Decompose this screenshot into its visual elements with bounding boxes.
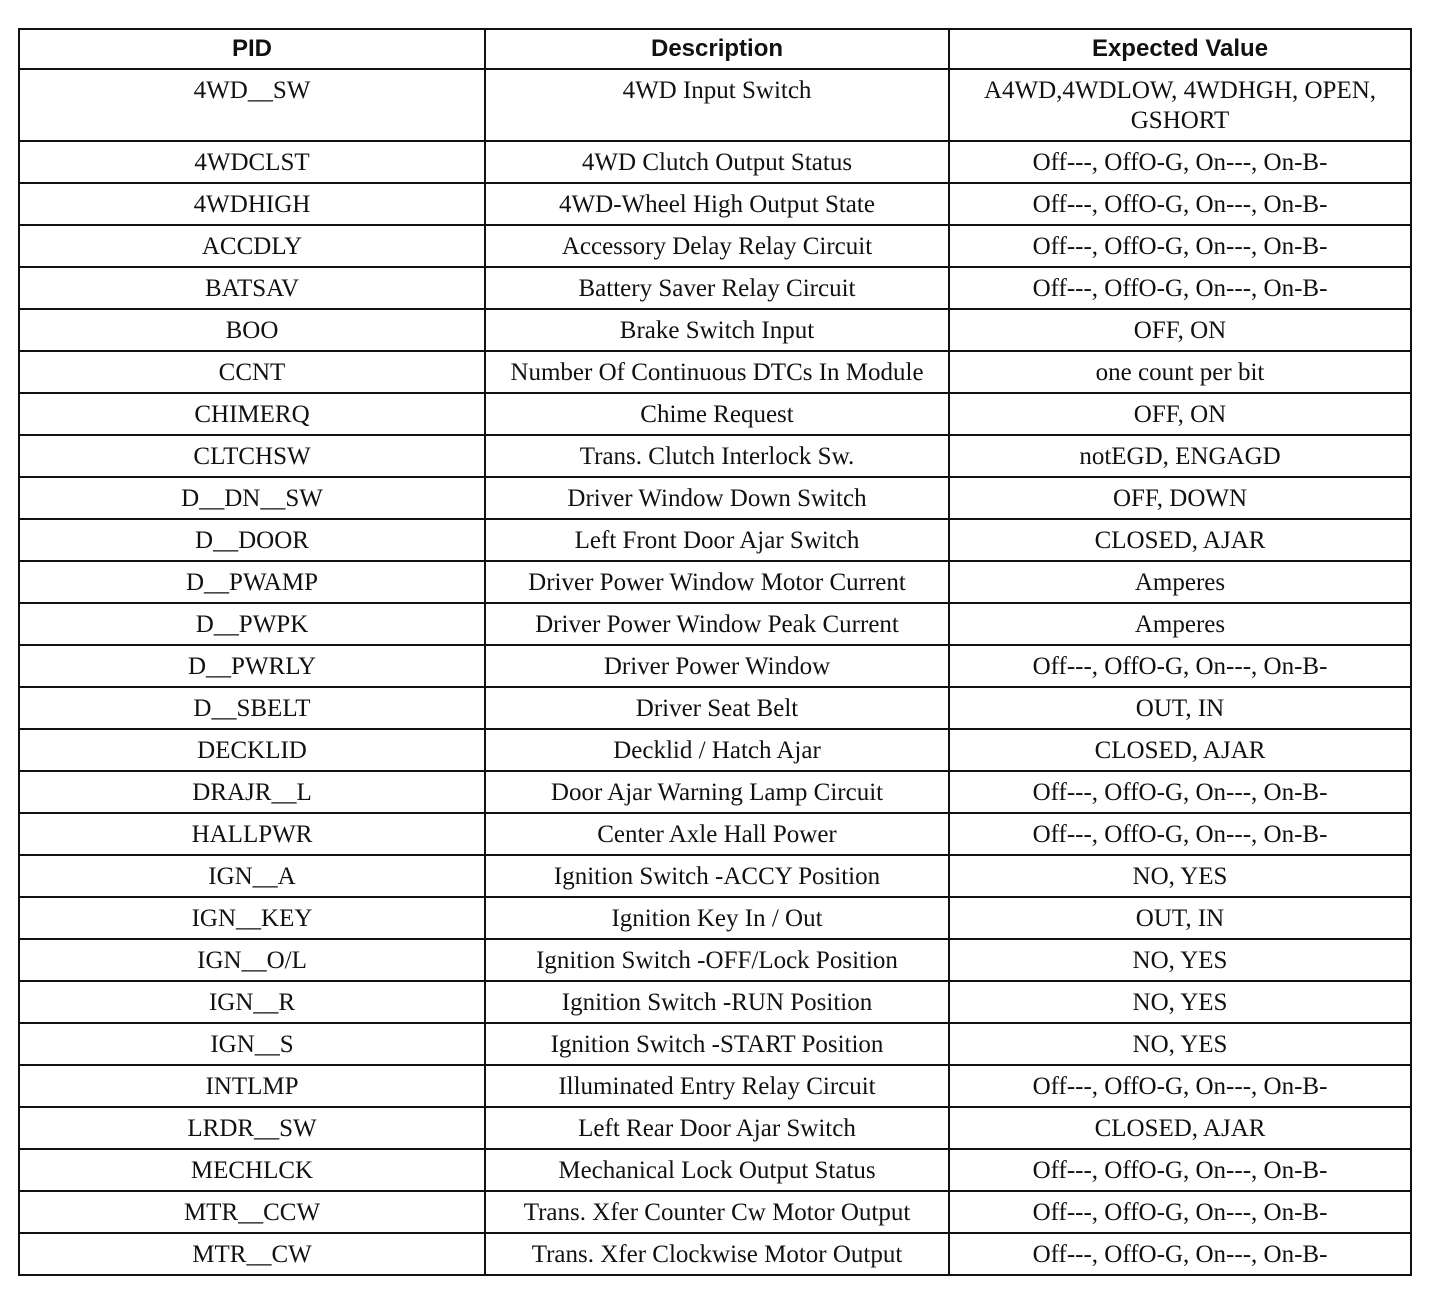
description-cell: Number Of Continuous DTCs In Module [485, 351, 949, 393]
table-row [19, 1023, 1411, 1065]
pid-cell: D__PWPK [19, 603, 485, 645]
pid-cell: D__DN__SW [19, 477, 485, 519]
pid-cell: 4WD__SW [19, 69, 485, 141]
pid-cell: IGN__KEY [19, 897, 485, 939]
description-cell: Ignition Switch -START Position [485, 1023, 949, 1065]
pid-cell: D__PWAMP [19, 561, 485, 603]
table-row [19, 1149, 1411, 1191]
expected-value-cell: Off---, OffO-G, On---, On-B- [949, 141, 1411, 183]
expected-value-cell: Off---, OffO-G, On---, On-B- [949, 183, 1411, 225]
table-row [19, 69, 1411, 141]
description-cell: Ignition Switch -OFF/Lock Position [485, 939, 949, 981]
description-cell: Driver Power Window Peak Current [485, 603, 949, 645]
expected-value-cell: Off---, OffO-G, On---, On-B- [949, 1191, 1411, 1233]
table-row [19, 351, 1411, 393]
description-cell: Ignition Switch -ACCY Position [485, 855, 949, 897]
expected-value-cell: Off---, OffO-G, On---, On-B- [949, 813, 1411, 855]
table-body [19, 69, 1411, 1275]
description-cell: Battery Saver Relay Circuit [485, 267, 949, 309]
description-cell: Trans. Xfer Clockwise Motor Output [485, 1233, 949, 1275]
pid-cell: MECHLCK [19, 1149, 485, 1191]
expected-value-cell: NO, YES [949, 981, 1411, 1023]
expected-value-cell: NO, YES [949, 855, 1411, 897]
table-row [19, 603, 1411, 645]
pid-cell: CHIMERQ [19, 393, 485, 435]
pid-cell: DECKLID [19, 729, 485, 771]
table-row [19, 645, 1411, 687]
table-row [19, 813, 1411, 855]
header-pid: PID [19, 29, 485, 69]
description-cell: Chime Request [485, 393, 949, 435]
description-cell: Ignition Switch -RUN Position [485, 981, 949, 1023]
description-cell: Left Front Door Ajar Switch [485, 519, 949, 561]
table-header [19, 29, 1411, 69]
expected-value-cell: OFF, DOWN [949, 477, 1411, 519]
pid-table [18, 28, 1412, 1276]
description-cell: 4WD Clutch Output Status [485, 141, 949, 183]
expected-value-cell: Off---, OffO-G, On---, On-B- [949, 1233, 1411, 1275]
description-cell: Trans. Clutch Interlock Sw. [485, 435, 949, 477]
pid-cell: CCNT [19, 351, 485, 393]
pid-cell: MTR__CW [19, 1233, 485, 1275]
table-row [19, 309, 1411, 351]
table-row [19, 225, 1411, 267]
description-cell: 4WD Input Switch [485, 69, 949, 141]
pid-cell: D__DOOR [19, 519, 485, 561]
description-cell: Brake Switch Input [485, 309, 949, 351]
table-row [19, 561, 1411, 603]
table-row [19, 519, 1411, 561]
table-row [19, 939, 1411, 981]
table-row [19, 981, 1411, 1023]
description-cell: Center Axle Hall Power [485, 813, 949, 855]
pid-cell: D__PWRLY [19, 645, 485, 687]
expected-value-cell: CLOSED, AJAR [949, 729, 1411, 771]
description-cell: Driver Power Window [485, 645, 949, 687]
header-row [19, 29, 1411, 69]
pid-cell: IGN__A [19, 855, 485, 897]
pid-cell: IGN__R [19, 981, 485, 1023]
table-row [19, 855, 1411, 897]
expected-value-cell: NO, YES [949, 939, 1411, 981]
pid-cell: D__SBELT [19, 687, 485, 729]
expected-value-cell: CLOSED, AJAR [949, 519, 1411, 561]
expected-value-cell: CLOSED, AJAR [949, 1107, 1411, 1149]
pid-cell: IGN__S [19, 1023, 485, 1065]
expected-value-cell: OFF, ON [949, 309, 1411, 351]
expected-value-cell: Off---, OffO-G, On---, On-B- [949, 225, 1411, 267]
pid-cell: BATSAV [19, 267, 485, 309]
description-cell: Driver Window Down Switch [485, 477, 949, 519]
description-cell: Door Ajar Warning Lamp Circuit [485, 771, 949, 813]
table-row [19, 897, 1411, 939]
description-cell: Driver Power Window Motor Current [485, 561, 949, 603]
table-row [19, 729, 1411, 771]
header-expected-value: Expected Value [949, 29, 1411, 69]
table-row [19, 771, 1411, 813]
pid-cell: HALLPWR [19, 813, 485, 855]
description-cell: Left Rear Door Ajar Switch [485, 1107, 949, 1149]
table-row [19, 435, 1411, 477]
table-row [19, 1191, 1411, 1233]
expected-value-cell: Off---, OffO-G, On---, On-B- [949, 771, 1411, 813]
expected-value-cell: Amperes [949, 561, 1411, 603]
table-row [19, 393, 1411, 435]
expected-value-cell: Amperes [949, 603, 1411, 645]
table-row [19, 183, 1411, 225]
description-cell: Illuminated Entry Relay Circuit [485, 1065, 949, 1107]
description-cell: Driver Seat Belt [485, 687, 949, 729]
pid-cell: INTLMP [19, 1065, 485, 1107]
pid-cell: 4WDHIGH [19, 183, 485, 225]
pid-cell: BOO [19, 309, 485, 351]
pid-cell: DRAJR__L [19, 771, 485, 813]
table-row [19, 477, 1411, 519]
description-cell: Accessory Delay Relay Circuit [485, 225, 949, 267]
pid-cell: ACCDLY [19, 225, 485, 267]
pid-table-container [18, 28, 1410, 1276]
expected-value-cell: OUT, IN [949, 687, 1411, 729]
description-cell: Mechanical Lock Output Status [485, 1149, 949, 1191]
expected-value-cell: one count per bit [949, 351, 1411, 393]
table-row [19, 687, 1411, 729]
expected-value-cell: Off---, OffO-G, On---, On-B- [949, 1149, 1411, 1191]
header-description: Description [485, 29, 949, 69]
description-cell: Trans. Xfer Counter Cw Motor Output [485, 1191, 949, 1233]
expected-value-cell: NO, YES [949, 1023, 1411, 1065]
table-row [19, 1233, 1411, 1275]
description-cell: Ignition Key In / Out [485, 897, 949, 939]
expected-value-cell: OFF, ON [949, 393, 1411, 435]
expected-value-cell: Off---, OffO-G, On---, On-B- [949, 645, 1411, 687]
pid-cell: CLTCHSW [19, 435, 485, 477]
expected-value-cell: A4WD,4WDLOW, 4WDHGH, OPEN, GSHORT [949, 69, 1411, 141]
pid-cell: IGN__O/L [19, 939, 485, 981]
pid-cell: 4WDCLST [19, 141, 485, 183]
table-row [19, 1065, 1411, 1107]
expected-value-cell: notEGD, ENGAGD [949, 435, 1411, 477]
expected-value-cell: Off---, OffO-G, On---, On-B- [949, 267, 1411, 309]
table-row [19, 267, 1411, 309]
expected-value-cell: OUT, IN [949, 897, 1411, 939]
pid-cell: LRDR__SW [19, 1107, 485, 1149]
expected-value-cell: Off---, OffO-G, On---, On-B- [949, 1065, 1411, 1107]
table-row [19, 1107, 1411, 1149]
description-cell: Decklid / Hatch Ajar [485, 729, 949, 771]
description-cell: 4WD-Wheel High Output State [485, 183, 949, 225]
table-row [19, 141, 1411, 183]
pid-cell: MTR__CCW [19, 1191, 485, 1233]
